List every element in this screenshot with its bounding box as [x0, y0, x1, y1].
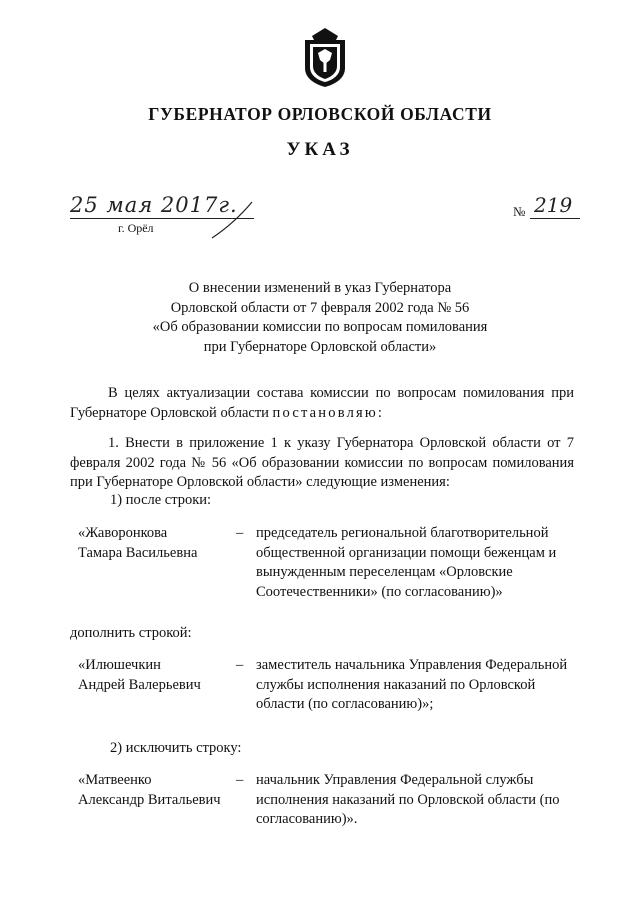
dash: –	[236, 525, 244, 541]
decree-word: постановляю	[272, 404, 378, 421]
subject-line: «Об образовании комиссии по вопросам помилования	[152, 319, 488, 335]
signed-date: 25 мая 2017г.	[70, 193, 238, 217]
pen-stroke-icon	[202, 200, 262, 240]
subject-line: Орловской области от 7 февраля 2002 года № 56	[170, 299, 470, 316]
subclause-after-line: 1) после строки:	[110, 492, 212, 508]
member-position: начальник Управления Федеральной службы исполнения наказаний по Орловской области (по согласованию)».	[256, 772, 560, 827]
subject-line: О внесении изменений в указ Губернатора	[188, 280, 452, 296]
member-name: «Жаворонкова Тамара Васильевна	[78, 525, 198, 561]
clause-1-paragraph	[70, 434, 574, 493]
number-underline	[530, 218, 580, 219]
document-type: УКАЗ	[286, 139, 354, 160]
subject-line: при Губернаторе Орловской области»	[203, 338, 437, 355]
subject-block	[0, 279, 640, 357]
preamble-paragraph: В целях актуализации состава комиссии по вопросам помилования при Губернаторе Орловской области постановляю:	[70, 385, 574, 421]
number-label: №	[513, 204, 526, 219]
member-position: председатель региональной благотворительной общественной организации помощи беженцам и вынужденным переселенцам «Орловские Соотечественники» (по согласованию)»	[256, 525, 557, 600]
member-name: «Илюшечкин Андрей Валерьевич	[78, 657, 201, 693]
clause-1-text: 1. Внести в приложение 1 к указу Губернатора Орловской области от 7 февраля 2002 года № 56 «Об образовании комиссии по вопросам помилования при Губернаторе Орловской области» следующие изменения:	[70, 435, 574, 490]
preamble-text: В целях актуализации состава комиссии по вопросам помилования при Губернаторе Орловской области	[70, 385, 574, 421]
dash: –	[236, 772, 244, 788]
org-title: ГУБЕРНАТОР ОРЛОВСКОЙ ОБЛАСТИ	[148, 104, 492, 124]
coat-of-arms-icon	[300, 26, 350, 88]
member-position: заместитель начальника Управления Федеральной службы исполнения наказаний по Орловской области (по согласованию)»;	[256, 657, 568, 712]
document-number: 219	[534, 193, 573, 217]
subclause-exclude-line: 2) исключить строку:	[110, 740, 242, 756]
city: г. Орёл	[118, 221, 154, 235]
member-name: «Матвеенко Александр Витальевич	[78, 772, 221, 808]
add-line-text: дополнить строкой:	[70, 625, 192, 641]
dash: –	[236, 657, 244, 673]
